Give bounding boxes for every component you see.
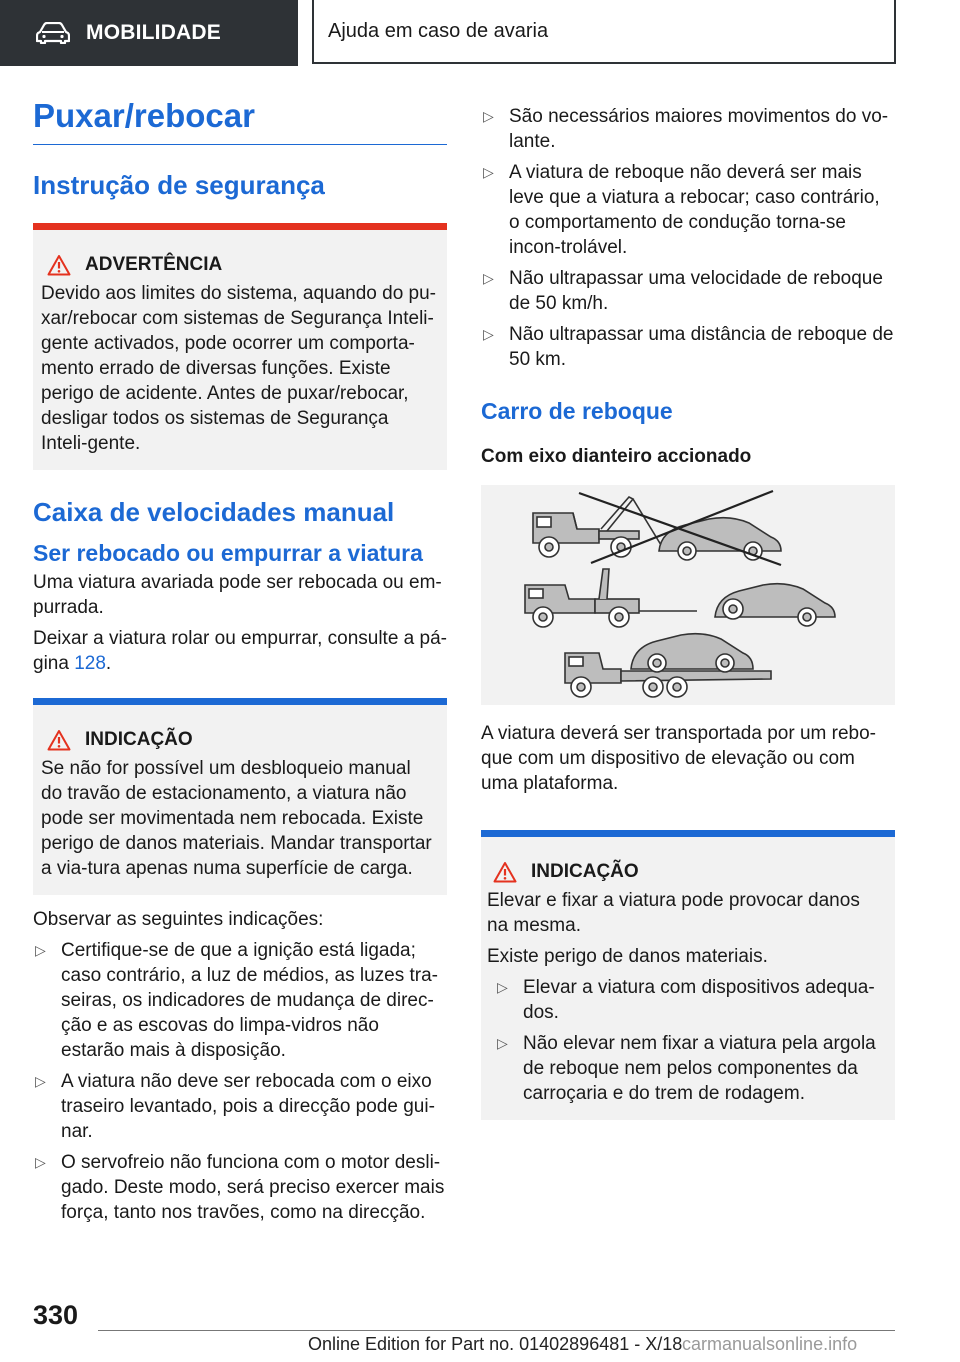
towing-illustration <box>481 485 895 705</box>
notice-box-right <box>481 830 895 1120</box>
bullet-triangle-icon: ▷ <box>483 164 494 180</box>
section-tab[interactable] <box>0 0 298 66</box>
page-header <box>0 0 960 66</box>
list-item <box>33 1069 447 1144</box>
chapter-tab-label: Ajuda em caso de avaria <box>328 19 549 42</box>
list-item-text: Certifique-se de que a ignição está ligada; caso contrário, a luz de médios, as luzes tra-seiras, os indicadores de mudança de direc-ção e as escovas do limpa-vidros não estarão mais à disposição. <box>61 940 439 1061</box>
car-1-icon <box>659 518 781 560</box>
bullet-triangle-icon: ▷ <box>483 326 494 342</box>
warning-title-row <box>41 252 437 277</box>
watermark-text: carmanualsonline.info <box>682 1334 858 1354</box>
notice-triangle-icon-right <box>493 861 517 883</box>
front-drive-heading: Com eixo dianteiro accionado <box>481 446 752 467</box>
car-3-icon <box>631 634 753 672</box>
bullet-triangle-icon: ▷ <box>35 1073 46 1089</box>
list-item <box>495 975 885 1025</box>
warning-title: ADVERTÊNCIA <box>85 254 223 275</box>
edition-text: Online Edition for Part no. 01402896481 - X/18 <box>308 1334 683 1354</box>
push-paragraph <box>33 626 447 676</box>
page-number: 330 <box>33 1300 79 1330</box>
warning-box <box>33 223 447 470</box>
list-item <box>33 938 447 1063</box>
page-footer <box>0 1290 960 1362</box>
safety-heading: Instrução de segurança <box>33 170 325 200</box>
notice-title: INDICAÇÃO <box>85 729 193 750</box>
tow-truck-diagram <box>481 485 895 705</box>
bullet-triangle-icon: ▷ <box>497 979 508 995</box>
list-item-text: Elevar a viatura com dispositivos adequa-dos. <box>523 977 875 1023</box>
towing-heading: Ser rebocado ou empurrar a viatura <box>33 540 423 566</box>
section-tab-label: MOBILIDADE <box>86 21 221 44</box>
bullet-triangle-icon: ▷ <box>35 942 46 958</box>
tow-car-heading: Carro de reboque <box>481 398 673 424</box>
notice-title-right: INDICAÇÃO <box>531 861 639 882</box>
list-item <box>33 1150 447 1225</box>
warning-text: Devido aos limites do sistema, aquando do pu-xar/rebocar com sistemas de Segurança Inteli-gente activados, pode ocorrer um comporta-mento errado de diversas funções. Existe perigo de acidente. Antes de puxar/rebocar, desligar todos os sistemas de Segurança Inteli-gente. <box>41 283 437 454</box>
list-item-text: A viatura de reboque não deverá ser mais leve que a viatura a rebocar; caso contrário, o comportamento de condução torna-se incon-trolável. <box>509 162 880 258</box>
notice-text-2: Existe perigo de danos materiais. <box>487 946 768 967</box>
push-paragraph-suffix: . <box>105 653 112 674</box>
notice-title-row <box>41 727 437 752</box>
chapter-tab[interactable] <box>312 0 896 64</box>
right-bullet-list <box>481 104 895 372</box>
notice-text-1: Elevar e fixar a viatura pode provocar danos na mesma. <box>487 890 860 936</box>
bullet-triangle-icon: ▷ <box>483 108 494 124</box>
car-icon <box>36 22 70 44</box>
bullet-triangle-icon: ▷ <box>497 1035 508 1051</box>
list-item-text: Não elevar nem fixar a viatura pela argola de reboque nem pelos componentes da carroçaria e do trem de rodagem. <box>523 1033 876 1104</box>
left-column <box>33 96 447 1225</box>
manual-gearbox-heading: Caixa de velocidades manual <box>33 497 395 527</box>
bullet-triangle-icon: ▷ <box>35 1154 46 1170</box>
bullet-triangle-icon: ▷ <box>483 270 494 286</box>
notice-text: Se não for possível um desbloqueio manual do travão de estacionamento, a viatura não pode ser movimentada nem rebocada. Existe perigo de danos materiais. Mandar transportar a via-tura apenas numa superfície de carga. <box>41 758 432 879</box>
page-link-128[interactable]: 128 <box>74 653 106 674</box>
tow-truck-1-icon <box>533 497 639 557</box>
list-item <box>481 104 895 154</box>
notice-triangle-icon <box>47 729 71 751</box>
page-title: Puxar/rebocar <box>33 96 447 145</box>
list-item-text: O servofreio não funciona com o motor desli-gado. Deste modo, será preciso exercer mais força, tanto nos travões, como na direcção. <box>61 1152 445 1223</box>
car-2-icon <box>715 584 835 626</box>
notice-box <box>33 698 447 895</box>
notice-title-row-right <box>487 859 885 884</box>
right-column <box>481 104 895 1120</box>
list-item <box>495 1031 885 1106</box>
list-item-text: A viatura não deve ser rebocada com o eixo traseiro levantado, pois a direcção pode gui-nar. <box>61 1071 435 1142</box>
list-item <box>481 160 895 260</box>
tow-truck-2-icon <box>525 569 697 627</box>
list-item <box>481 266 895 316</box>
footer-divider <box>98 1330 895 1331</box>
notice-bullet-list <box>487 975 885 1106</box>
push-paragraph-text: Deixar a viatura rolar ou empurrar, consulte a pá-gina <box>33 628 447 674</box>
left-bullet-list <box>33 938 447 1225</box>
observe-paragraph: Observar as seguintes indicações: <box>33 909 324 930</box>
list-item-text: Não ultrapassar uma distância de reboque de 50 km. <box>509 324 894 370</box>
towing-paragraph: Uma viatura avariada pode ser rebocada ou em-purrada. <box>33 572 442 618</box>
list-item-text: São necessários maiores movimentos do vo-lante. <box>509 106 889 152</box>
warning-triangle-icon <box>47 254 71 276</box>
figure-caption: A viatura deverá ser transportada por um rebo-que com um dispositivo de elevação ou com uma plataforma. <box>481 723 876 794</box>
list-item <box>481 322 895 372</box>
list-item-text: Não ultrapassar uma velocidade de reboque de 50 km/h. <box>509 268 883 314</box>
